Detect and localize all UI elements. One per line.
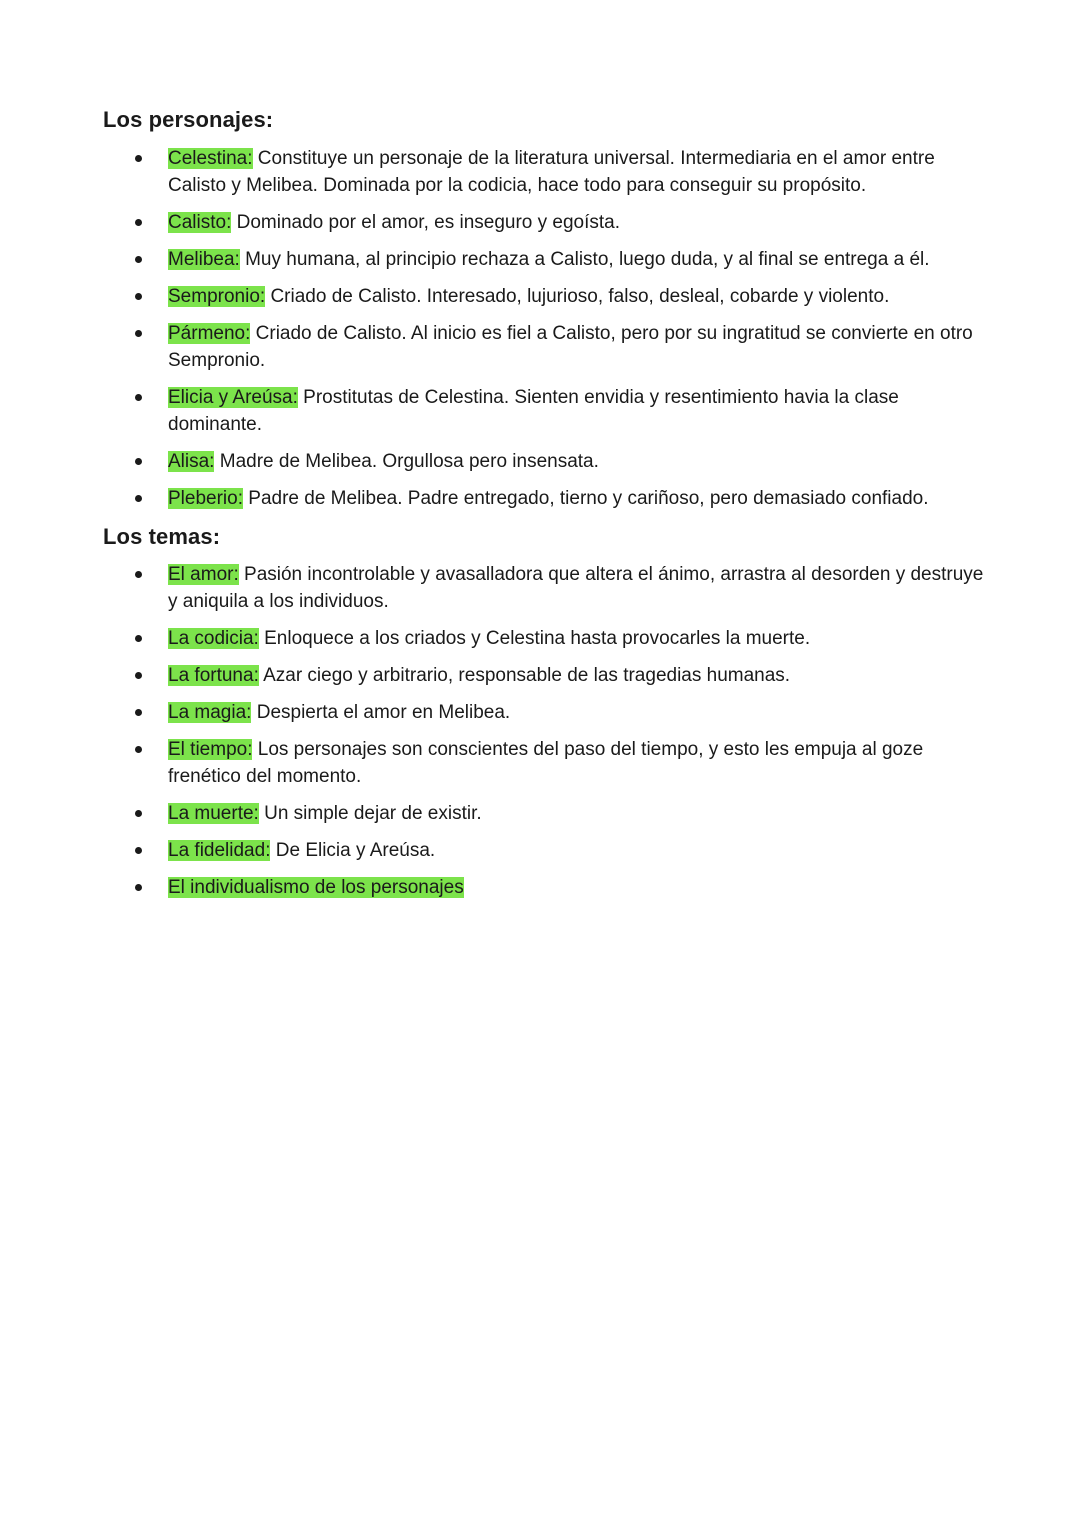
temas-list xyxy=(0,561,1080,911)
item-description: Criado de Calisto. Al inicio es fiel a Calisto, pero por su ingratitud se convierte en otro Sempronio. xyxy=(168,323,973,371)
list-item xyxy=(0,145,988,199)
highlighted-term: El amor: xyxy=(168,564,239,585)
bullet-icon xyxy=(135,571,142,578)
list-item xyxy=(0,837,988,864)
item-description: Azar ciego y arbitrario, responsable de las tragedias humanas. xyxy=(258,665,791,686)
list-item xyxy=(0,874,988,901)
item-description: Pasión incontrolable y avasalladora que altera el ánimo, arrastra al desorden y destruye y aniquila a los individuos. xyxy=(168,564,984,612)
list-item xyxy=(0,283,988,310)
item-description: Enloquece a los criados y Celestina hasta provocarles la muerte. xyxy=(258,628,811,649)
highlighted-term: La fidelidad: xyxy=(168,840,271,861)
bullet-icon xyxy=(135,495,142,502)
item-description: Padre de Melibea. Padre entregado, tierno y cariñoso, pero demasiado confiado. xyxy=(243,488,929,509)
item-description: Criado de Calisto. Interesado, lujurioso, falso, desleal, cobarde y violento. xyxy=(265,286,890,307)
highlighted-term: Elicia y Areúsa: xyxy=(168,387,298,408)
list-item xyxy=(0,561,988,615)
highlighted-term: El tiempo: xyxy=(168,739,253,760)
section-title-personajes: Los personajes: xyxy=(103,107,274,132)
list-item xyxy=(0,384,988,438)
highlighted-term: La codicia: xyxy=(168,628,259,649)
item-description: Constituye un personaje de la literatura universal. Intermediaria en el amor entre Calisto y Melibea. Dominada por la codicia, hace todo para conseguir su propósito. xyxy=(168,148,935,196)
item-description: Dominado por el amor, es inseguro y egoísta. xyxy=(231,212,621,233)
bullet-icon xyxy=(135,219,142,226)
bullet-icon xyxy=(135,884,142,891)
highlighted-term: La fortuna: xyxy=(168,665,259,686)
item-description: Los personajes son conscientes del paso del tiempo, y esto les empuja al goze frenético del momento. xyxy=(168,739,924,787)
list-item xyxy=(0,736,988,790)
section-title-temas: Los temas: xyxy=(103,524,221,549)
list-item xyxy=(0,662,988,689)
list-item xyxy=(0,800,988,827)
bullet-icon xyxy=(135,256,142,263)
bullet-icon xyxy=(135,810,142,817)
list-item xyxy=(0,320,988,374)
item-description: Madre de Melibea. Orgullosa pero insensata. xyxy=(214,451,599,472)
list-item xyxy=(0,209,988,236)
list-item xyxy=(0,485,988,512)
item-description: Despierta el amor en Melibea. xyxy=(251,702,511,723)
list-item xyxy=(0,625,988,652)
highlighted-term: La magia: xyxy=(168,702,252,723)
highlighted-term: Pármeno: xyxy=(168,323,251,344)
bullet-icon xyxy=(135,394,142,401)
highlighted-term: Alisa: xyxy=(168,451,215,472)
bullet-icon xyxy=(135,847,142,854)
bullet-icon xyxy=(135,330,142,337)
item-description: Un simple dejar de existir. xyxy=(258,803,482,824)
bullet-icon xyxy=(135,155,142,162)
bullet-icon xyxy=(135,293,142,300)
highlighted-term: Calisto: xyxy=(168,212,232,233)
highlighted-term: Melibea: xyxy=(168,249,240,270)
item-description: De Elicia y Areúsa. xyxy=(270,840,436,861)
bullet-icon xyxy=(135,709,142,716)
list-item xyxy=(0,699,988,726)
list-item xyxy=(0,246,988,273)
bullet-icon xyxy=(135,458,142,465)
highlighted-term: La muerte: xyxy=(168,803,259,824)
bullet-icon xyxy=(135,672,142,679)
bullet-icon xyxy=(135,635,142,642)
personajes-list xyxy=(0,145,1080,522)
highlighted-term: Pleberio: xyxy=(168,488,243,509)
list-item xyxy=(0,448,988,475)
bullet-icon xyxy=(135,746,142,753)
item-description: Prostitutas de Celestina. Sienten envidia y resentimiento havia la clase dominante. xyxy=(168,387,899,435)
highlighted-term: El individualismo de los personajes xyxy=(168,877,464,898)
item-description: Muy humana, al principio rechaza a Calisto, luego duda, y al final se entrega a él. xyxy=(239,249,930,270)
highlighted-term: Sempronio: xyxy=(168,286,266,307)
highlighted-term: Celestina: xyxy=(168,148,253,169)
